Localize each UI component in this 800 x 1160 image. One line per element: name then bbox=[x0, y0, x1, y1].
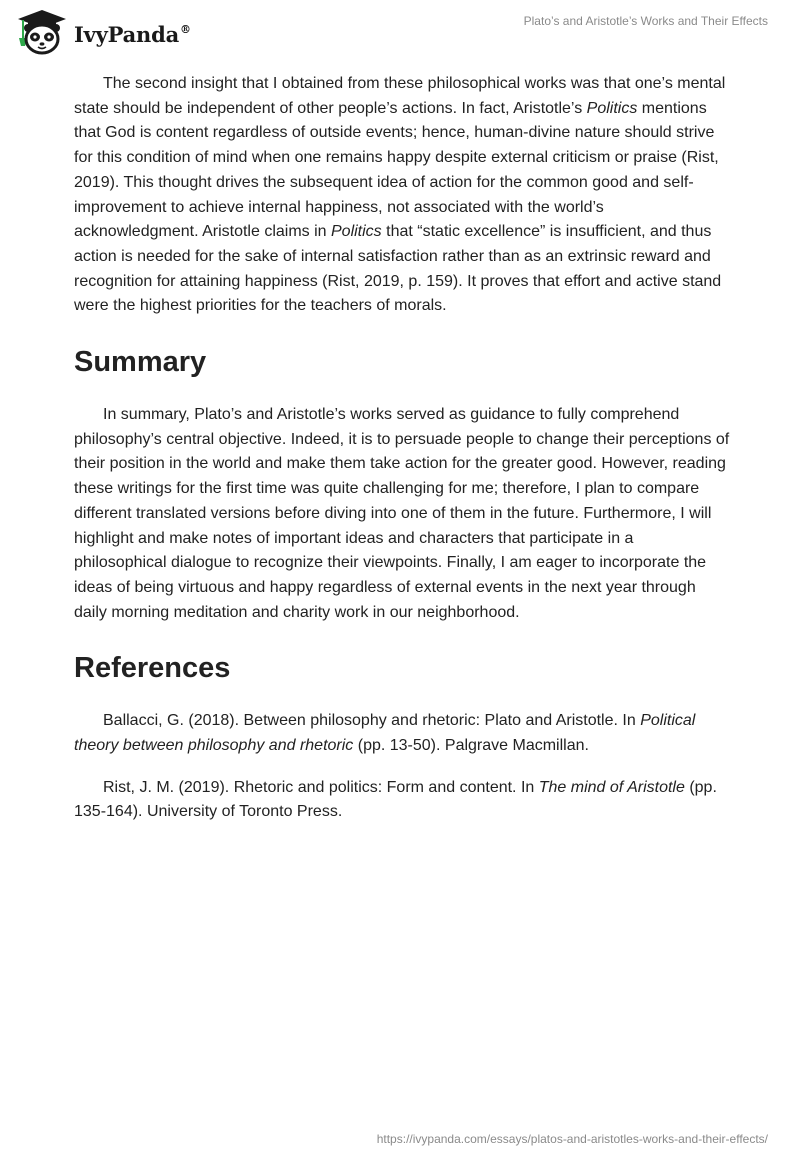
logo-wordmark bbox=[74, 22, 191, 47]
panda-graduate-icon bbox=[14, 8, 70, 56]
reference-text: (pp. 135-164). University of Toronto Press. bbox=[74, 778, 717, 821]
reference-book-title: The mind of Aristotle bbox=[538, 778, 685, 796]
page-header bbox=[0, 0, 800, 60]
reference-text: Ballacci, G. (2018). Between philosophy and rhetoric: Plato and Aristotle. In bbox=[103, 712, 641, 730]
essay-content bbox=[74, 72, 730, 842]
paragraph-text: that “static excellence” is insufficient, and thus action is needed for the sake of internal satisfaction rather than as an extrinsic reward and recognition for attaining happiness (Rist, 2019, p. 159). It proves that effort and active stand were the highest priorities for the teachers of morals. bbox=[74, 223, 722, 315]
reference-entry bbox=[74, 709, 730, 758]
italic-title: Politics bbox=[331, 223, 382, 241]
references-heading: References bbox=[74, 652, 231, 685]
reference-entry bbox=[74, 776, 730, 825]
source-url[interactable]: https://ivypanda.com/essays/platos-and-aristotles-works-and-their-effects/ bbox=[376, 1132, 768, 1146]
body-paragraph bbox=[74, 72, 730, 319]
ivypanda-logo[interactable] bbox=[14, 8, 191, 56]
logo-text: IvyPanda bbox=[74, 21, 180, 47]
running-title: Plato’s and Aristotle’s Works and Their Effects bbox=[523, 14, 768, 28]
reference-text: (pp. 13-50). Palgrave Macmillan. bbox=[353, 737, 589, 755]
summary-paragraph: In summary, Plato’s and Aristotle’s works served as guidance to fully comprehend philosophy’s central objective. Indeed, it is to persuade people to change their perceptions of their position in the world and make them take action for the greater good. However, reading these writings for the first time was quite challenging for me; therefore, I plan to compare different translated versions before diving into one of them in the future. Furthermore, I will highlight and make notes of important ideas and characters that participate in a philosophical dialogue to recognize their viewpoints. Finally, I am eager to incorporate the ideas of being virtuous and happy regardless of external events in the next year through daily morning meditation and charity work in our neighborhood. bbox=[74, 406, 730, 621]
paragraph-text: mentions that God is content regardless of outside events; hence, human-divine nature should strive for this condition of mind when one remains happy despite external criticism or praise (Rist, 2019). This thought drives the subsequent idea of action for the common good and self-improvement to achieve internal happiness, not associated with the world’s acknowledgment. Aristotle claims in bbox=[74, 99, 719, 241]
paragraph-text: The second insight that I obtained from these philosophical works was that one’s mental state should be independent of other people’s actions. In fact, Aristotle’s bbox=[74, 75, 726, 117]
reference-book-title: Political theory between philosophy and rhetoric bbox=[74, 712, 696, 755]
italic-title: Politics bbox=[586, 99, 638, 117]
reference-text: Rist, J. M. (2019). Rhetoric and politics: Form and content. In bbox=[103, 778, 539, 796]
registered-mark: ® bbox=[180, 22, 191, 36]
summary-heading: Summary bbox=[74, 346, 207, 379]
